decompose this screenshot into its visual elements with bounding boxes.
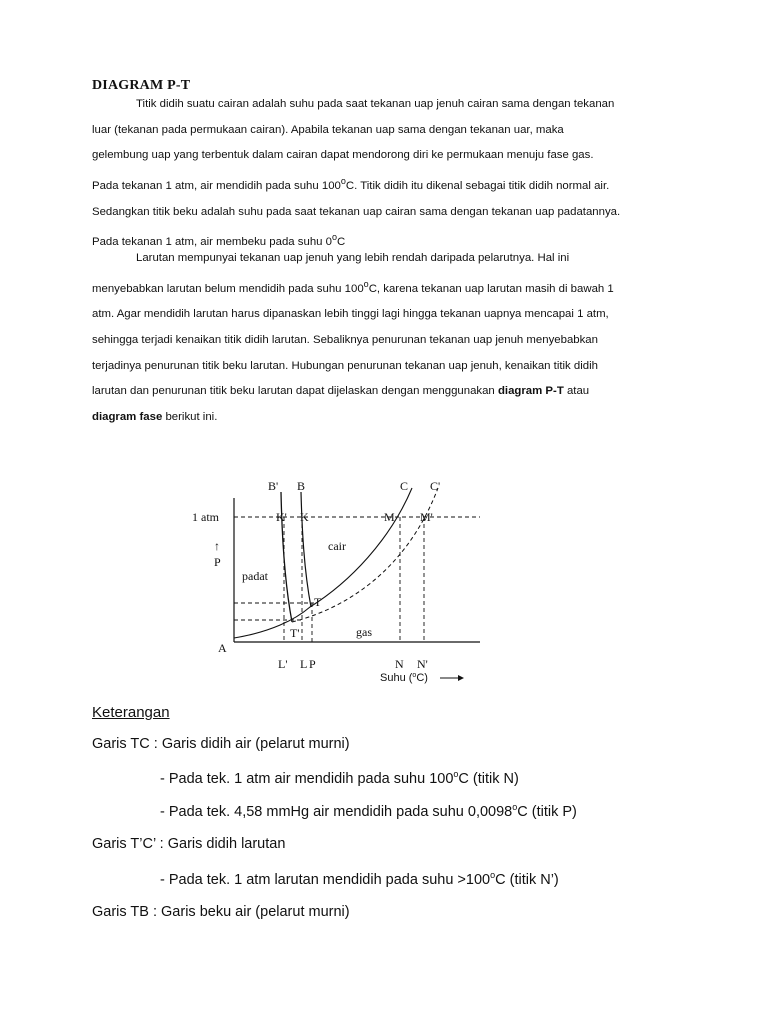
ket-tc-item-1: - Pada tek. 1 atm air mendidih pada suhu 100$^o$C (titik N) bbox=[160, 769, 519, 787]
label-M: M bbox=[384, 510, 395, 524]
p2-line-4: sehingga terjadi kenaikan titik didih larutan. Sebaliknya penurunan tekanan uap jenuh menyebabkan bbox=[92, 333, 598, 346]
p2-line-3: atm. Agar mendidih larutan harus dipanaskan lebih tinggi lagi hingga tekanan uapnya mencapai 1 atm, bbox=[92, 308, 609, 321]
page-title: DIAGRAM P-T bbox=[92, 78, 191, 93]
ket-tb-head: Garis TB : Garis beku air (pelarut murni) bbox=[92, 904, 350, 920]
label-T: T bbox=[314, 595, 322, 609]
p1-line-5: Sedangkan titik beku adalah suhu pada saat tekanan uap cairan sama dengan tekanan uap padatannya. bbox=[92, 205, 621, 218]
label-suhu: Suhu ($^o$C) bbox=[380, 672, 428, 684]
p1-line-1: Titik didih suatu cairan adalah suhu pada saat tekanan uap jenuh cairan sama dengan tekanan bbox=[136, 98, 615, 110]
label-B: B bbox=[297, 479, 306, 493]
paragraph-1 bbox=[92, 92, 676, 256]
p1-line-4: Pada tekanan 1 atm, air mendidih pada suhu 100$^o$C. Titik didih itu dikenal sebagai titik didih normal air. bbox=[92, 176, 610, 192]
label-K-prime: K' bbox=[276, 510, 287, 524]
p1-line-3: gelembung uap yang terbentuk dalam cairan dapat mendorong diri ke permukaan menuju fase gas. bbox=[92, 149, 594, 162]
label-gas: gas bbox=[356, 625, 372, 639]
p1-line-2: luar (tekanan pada permukaan cairan). Apabila tekanan uap sama dengan tekanan uar, maka bbox=[92, 123, 564, 136]
label-A: A bbox=[218, 641, 227, 655]
label-C: C bbox=[400, 479, 409, 493]
paragraph-2 bbox=[92, 246, 676, 431]
label-M-prime: M' bbox=[420, 510, 433, 524]
label-L: L bbox=[300, 657, 308, 671]
label-P-axis: P bbox=[214, 555, 221, 569]
p1-line-6: Pada tekanan 1 atm, air membeku pada suhu 0$^o$C bbox=[92, 232, 346, 249]
ket-tc-head: Garis TC : Garis didih air (pelarut murni) bbox=[92, 736, 350, 752]
p2-line-2: menyebabkan larutan belum mendidih pada suhu 100$^o$C, karena tekanan uap larutan masih di bawah 1 bbox=[92, 278, 614, 295]
p2-line-7: diagram fase berikut ini. bbox=[92, 411, 218, 424]
ket-tc-item-2: - Pada tek. 4,58 mmHg air mendidih pada suhu 0,0098$^o$C (titik P) bbox=[160, 802, 577, 820]
label-N: N bbox=[395, 657, 404, 671]
label-P-point: P bbox=[309, 657, 316, 671]
temperature-arrow-icon bbox=[458, 675, 464, 681]
ket-tpc-head: Garis T’C’ : Garis didih larutan bbox=[92, 836, 286, 852]
label-cair: cair bbox=[328, 539, 346, 553]
label-padat: padat bbox=[242, 569, 268, 583]
p2-line-5: terjadinya penurunan titik beku larutan. Hubungan penurunan tekanan uap jenuh, kenaikan titik didih bbox=[92, 359, 598, 372]
pressure-arrow-icon: ↑ bbox=[214, 539, 220, 553]
phase-diagram bbox=[190, 470, 490, 690]
label-L-prime: L' bbox=[278, 657, 288, 671]
label-K: K bbox=[300, 510, 309, 524]
keterangan-heading: Keterangan bbox=[92, 704, 170, 721]
p2-line-6: larutan dan penurunan titik beku larutan dapat dijelaskan dengan menggunakan diagram P-T atau bbox=[92, 385, 590, 398]
label-B-prime: B' bbox=[268, 479, 279, 493]
p2-line-1: Larutan mempunyai tekanan uap jenuh yang lebih rendah daripada pelarutnya. Hal ini bbox=[136, 252, 570, 264]
label-C-prime: C' bbox=[430, 479, 441, 493]
ket-tpc-item-1: - Pada tek. 1 atm larutan mendidih pada suhu $>100^oC$ (titik N’) bbox=[160, 870, 559, 888]
label-T-prime: T' bbox=[290, 626, 300, 640]
label-N-prime: N' bbox=[417, 657, 428, 671]
label-1-atm: 1 atm bbox=[192, 510, 219, 524]
